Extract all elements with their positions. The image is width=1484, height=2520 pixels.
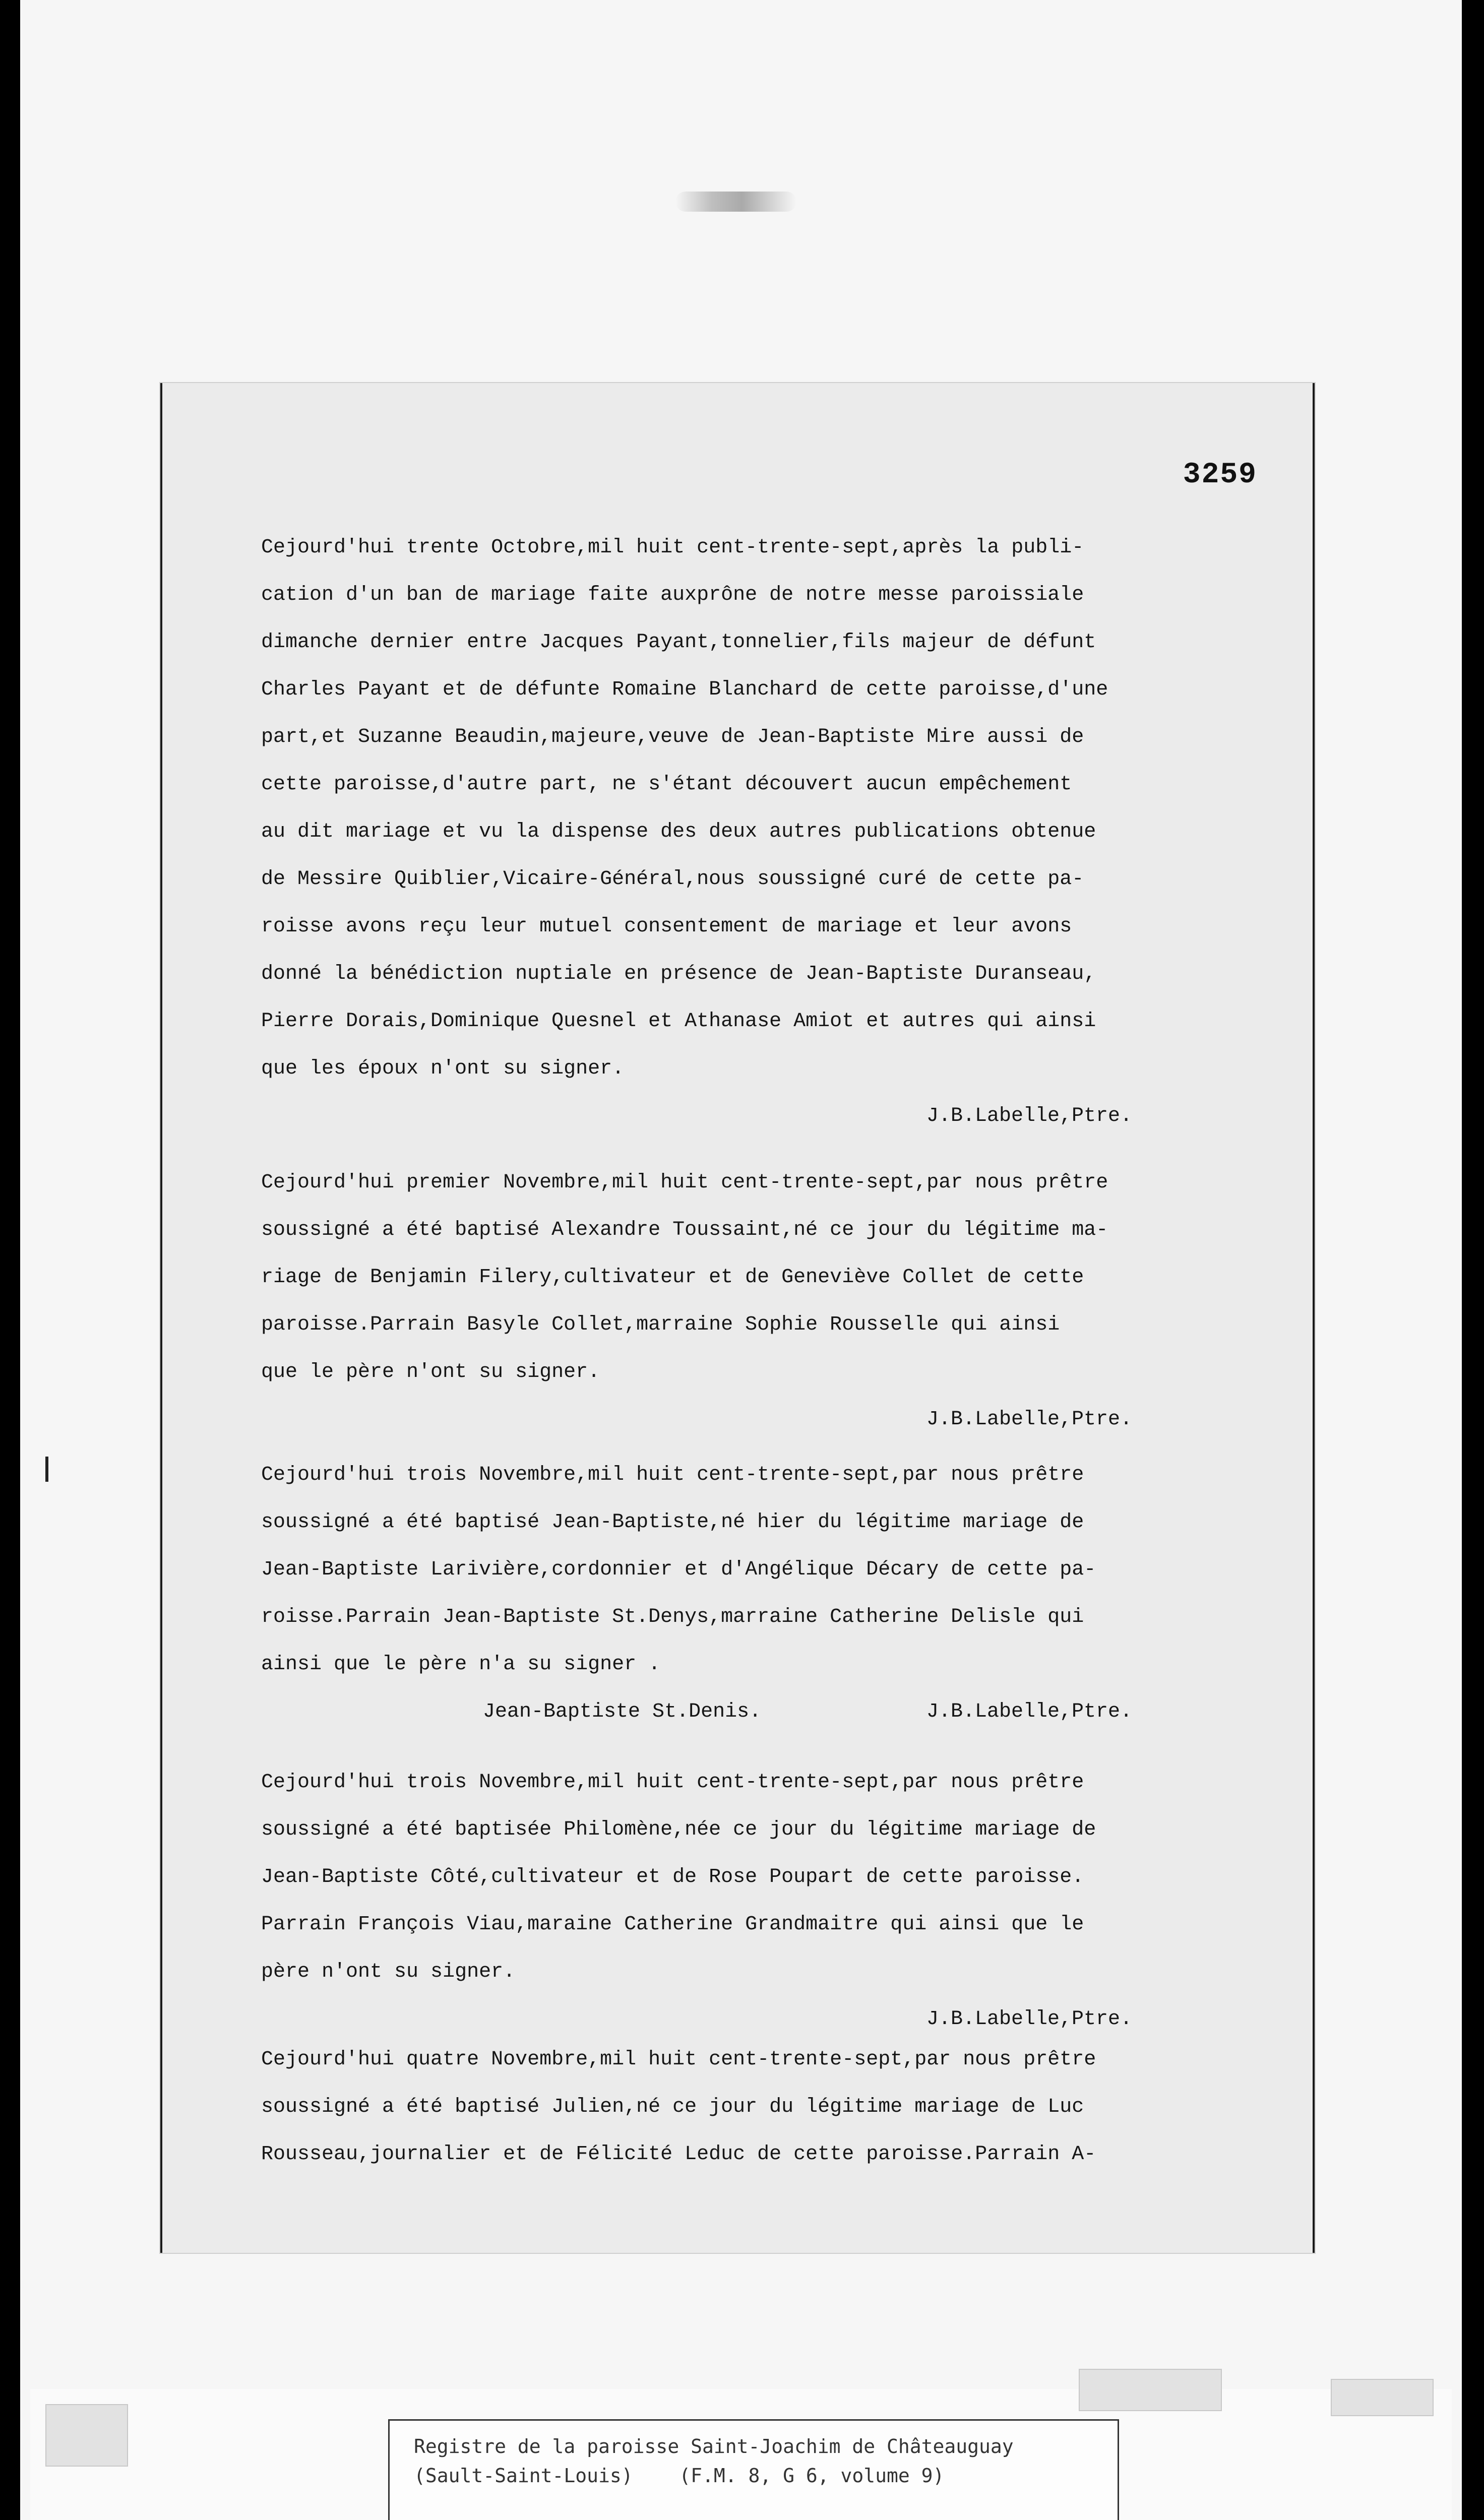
tape-strip [45,2404,128,2467]
entry-text-line: cation d'un ban de mariage faite auxprône de notre messe paroissiale [261,584,1084,606]
register-entry [261,2036,1274,2178]
page-number: 3259 [1183,459,1257,491]
entry-text-line: paroisse.Parrain Basyle Collet,marraine Sophie Rousselle qui ainsi [261,1313,1060,1336]
signature-row [261,1688,1274,1736]
entry-text-line: Parrain François Viau,maraine Catherine Grandmaitre qui ainsi que le [261,1913,1084,1936]
register-page [160,383,1315,2253]
citation-reference: (Sault-Saint-Louis) (F.M. 8, G 6, volume 9) [414,2465,945,2487]
entry-text-line: soussigné a été baptisé Alexandre Toussaint,né ce jour du légitime ma- [261,1219,1108,1241]
entry-text-line: donné la bénédiction nuptiale en présence de Jean-Baptiste Duranseau, [261,963,1096,985]
godparent-signature: Jean-Baptiste St.Denis. [483,1700,762,1723]
priest-signature: J.B.Labelle,Ptre. [926,2008,1133,2031]
register-entry [261,524,1274,1140]
priest-signature: J.B.Labelle,Ptre. [926,1700,1133,1723]
entry-text-line: Charles Payant et de défunte Romaine Blanchard de cette paroisse,d'une [261,678,1108,701]
entry-text-line: Cejourd'hui quatre Novembre,mil huit cent-trente-sept,par nous prêtre [261,2048,1096,2071]
entry-text-line: Cejourd'hui trois Novembre,mil huit cent-trente-sept,par nous prêtre [261,1464,1084,1486]
entry-text-line: de Messire Quiblier,Vicaire-Général,nous soussigné curé de cette pa- [261,868,1084,891]
entry-text-line: père n'ont su signer. [261,1961,516,1983]
priest-signature: J.B.Labelle,Ptre. [926,1408,1133,1431]
register-entry [261,1452,1274,1736]
film-smudge [675,192,796,212]
entry-text-line: part,et Suzanne Beaudin,majeure,veuve de Jean-Baptiste Mire aussi de [261,726,1084,748]
film-edge-mark [45,1457,48,1482]
entry-text-line: Rousseau,journalier et de Félicité Leduc de cette paroisse.Parrain A- [261,2143,1096,2166]
priest-signature: J.B.Labelle,Ptre. [926,1105,1133,1127]
entry-text-line: que le père n'ont su signer. [261,1361,600,1383]
register-entry [261,1759,1274,2043]
entry-text-line: soussigné a été baptisée Philomène,née ce jour du légitime mariage de [261,1818,1096,1841]
tape-strip [1331,2379,1434,2416]
entry-text-line: dimanche dernier entre Jacques Payant,tonnelier,fils majeur de défunt [261,631,1096,654]
entry-text-line: Jean-Baptiste Larivière,cordonnier et d'Angélique Décary de cette pa- [261,1558,1096,1581]
register-entry [261,1159,1274,1443]
entry-text-line: roisse.Parrain Jean-Baptiste St.Denys,marraine Catherine Delisle qui [261,1606,1084,1628]
entry-text-line: cette paroisse,d'autre part, ne s'étant découvert aucun empêchement [261,773,1072,796]
entry-text-line: que les époux n'ont su signer. [261,1057,625,1080]
tape-strip [1079,2369,1222,2411]
entry-text-line: ainsi que le père n'a su signer . [261,1653,661,1676]
entry-text-line: roisse avons reçu leur mutuel consentement de mariage et leur avons [261,915,1072,938]
signature-row [261,1396,1274,1443]
entry-text-line: Jean-Baptiste Côté,cultivateur et de Rose Poupart de cette paroisse. [261,1866,1084,1888]
entry-text-line: au dit mariage et vu la dispense des deux autres publications obtenue [261,821,1096,843]
entry-text-line: soussigné a été baptisé Jean-Baptiste,né hier du légitime mariage de [261,1511,1084,1534]
signature-row [261,1093,1274,1140]
citation-register-title: Registre de la paroisse Saint-Joachim de Châteauguay [414,2435,1014,2458]
entry-text-line: Pierre Dorais,Dominique Quesnel et Athanase Amiot et autres qui ainsi [261,1010,1096,1033]
citation-slip [388,2419,1119,2520]
entry-text-line: Cejourd'hui trente Octobre,mil huit cent-trente-sept,après la publi- [261,536,1084,559]
entry-text-line: Cejourd'hui premier Novembre,mil huit cent-trente-sept,par nous prêtre [261,1171,1108,1194]
entry-text-line: soussigné a été baptisé Julien,né ce jour du légitime mariage de Luc [261,2096,1084,2118]
entry-text-line: Cejourd'hui trois Novembre,mil huit cent-trente-sept,par nous prêtre [261,1771,1084,1794]
entry-text-line: riage de Benjamin Filery,cultivateur et de Geneviève Collet de cette [261,1266,1084,1289]
